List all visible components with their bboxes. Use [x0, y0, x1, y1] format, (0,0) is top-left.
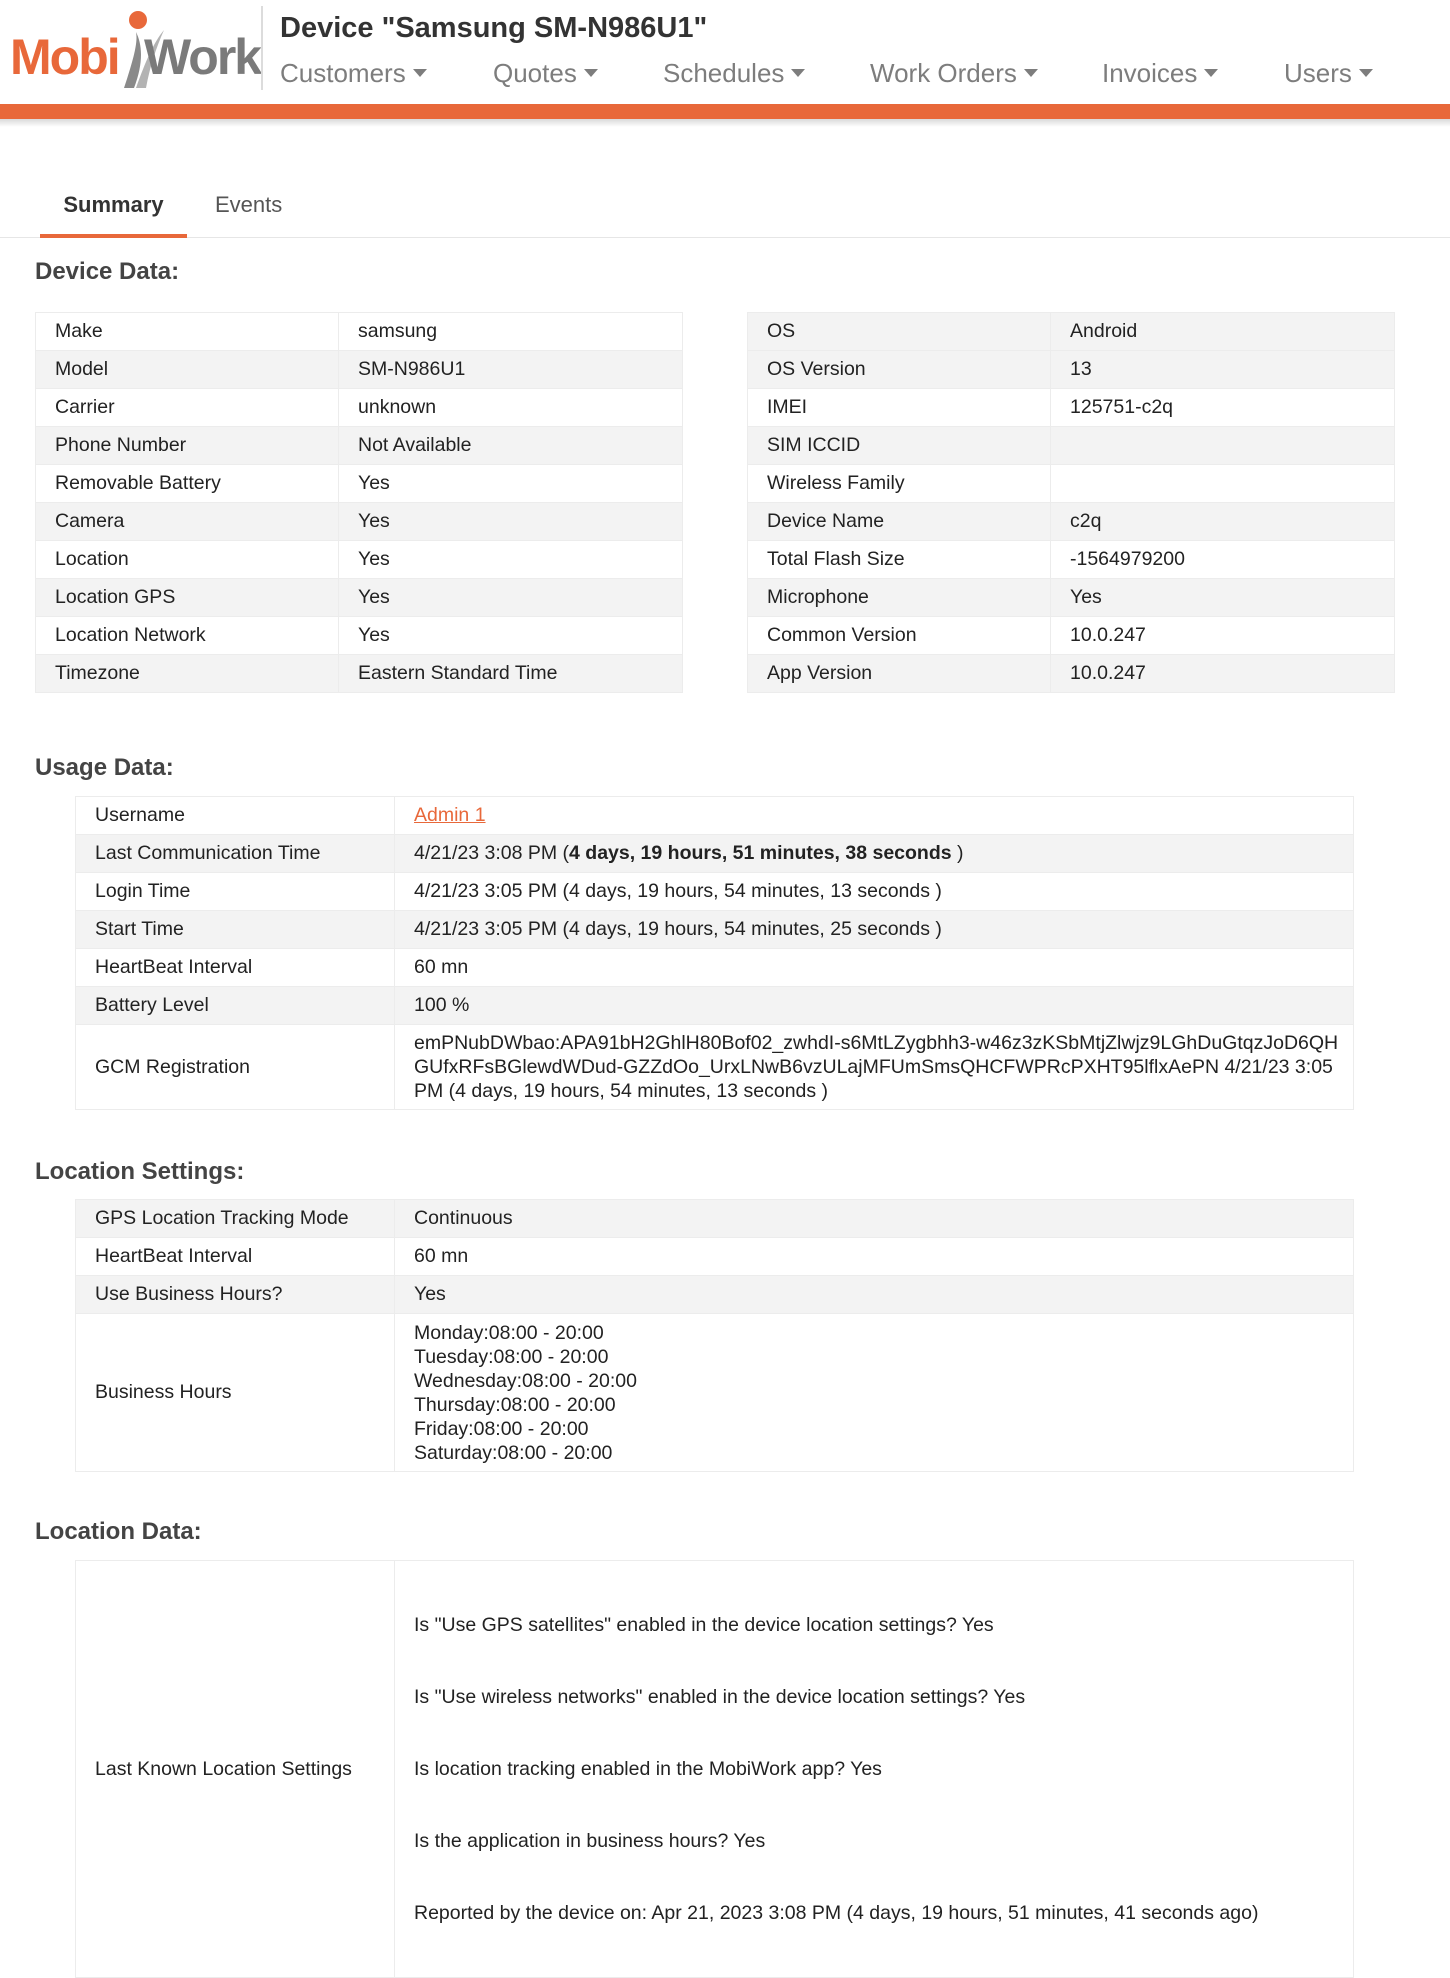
device-data-left-table	[35, 312, 683, 693]
table-row: Location GPS Yes	[36, 579, 683, 617]
table-row: Timezone Eastern Standard Time	[36, 655, 683, 693]
nav-quotes[interactable]: Quotes	[493, 58, 598, 89]
caret-down-icon	[1204, 69, 1218, 77]
location-data-heading: Location Data:	[35, 1518, 202, 1545]
header-shadow	[0, 119, 1450, 127]
table-row: Carrier unknown	[36, 389, 683, 427]
table-row: Use Business Hours? Yes	[76, 1276, 1354, 1314]
nav-work-orders[interactable]: Work Orders	[870, 58, 1038, 89]
device-data-heading: Device Data:	[35, 258, 180, 285]
table-row: Business Hours Monday:08:00 - 20:00 Tuesday:08:00 - 20:00 Wednesday:08:00 - 20:00 Thursday:08:00 - 20:00 Friday:08:00 - 20:00 Saturday:08:00 - 20:00	[76, 1314, 1354, 1472]
table-row: Make samsung	[36, 313, 683, 351]
table-row: Wireless Family	[748, 465, 1395, 503]
table-row: SIM ICCID	[748, 427, 1395, 465]
table-row: OS Version 13	[748, 351, 1395, 389]
table-row: Phone Number Not Available	[36, 427, 683, 465]
device-data-right-table	[747, 312, 1395, 693]
username-link[interactable]: Admin 1	[414, 804, 486, 826]
page-title: Device "Samsung SM-N986U1"	[280, 12, 708, 44]
header-divider	[261, 6, 263, 90]
table-row: Battery Level 100 %	[76, 987, 1354, 1025]
mobiwork-logo[interactable]	[8, 4, 261, 92]
table-row: Removable Battery Yes	[36, 465, 683, 503]
tab-bar	[0, 180, 1450, 238]
location-settings-table	[75, 1199, 1354, 1472]
tab-events[interactable]: Events	[215, 192, 283, 217]
table-row: OS Android	[748, 313, 1395, 351]
table-row: App Version 10.0.247	[748, 655, 1395, 693]
caret-down-icon	[1359, 69, 1373, 77]
table-row: Last Communication Time 4/21/23 3:08 PM (4 days, 19 hours, 51 minutes, 38 seconds )	[76, 835, 1354, 873]
table-row: Camera Yes	[36, 503, 683, 541]
table-row: Login Time 4/21/23 3:05 PM (4 days, 19 hours, 54 minutes, 13 seconds )	[76, 873, 1354, 911]
table-row: Device Name c2q	[748, 503, 1395, 541]
nav-schedules[interactable]: Schedules	[663, 58, 805, 89]
gcm-registration-value: emPNubDWbao:APA91bH2GhlH80Bof02_zwhdI-s6MtLZygbhh3-w46z3zKSbMtjZlwjz9LGhDuGtqzJoD6QHGUfxRFsBGlewdWDud-GZZdOo_UrxLNwB6vzULajMFUmSmsQHCFWPRcPXHT95lflxAePN 4/21/23 3:05 PM (4 days, 19 hours, 54 minutes, 13 seconds )	[395, 1025, 1354, 1110]
last-comm-elapsed: 4 days, 19 hours, 51 minutes, 38 seconds	[569, 842, 952, 864]
table-row: Total Flash Size -1564979200	[748, 541, 1395, 579]
last-known-location-list: Is "Use GPS satellites" enabled in the device location settings? Yes Is "Use wireless networks" enabled in the device location settings? Yes Is location tracking enabled in the MobiWork app? Yes Is the application in business hours? Yes Reported by the device on: Apr 21, 2023 3:08 PM (4 days, 19 hours, 51 minutes, 41 seconds ago)	[395, 1561, 1354, 1978]
table-row: HeartBeat Interval 60 mn	[76, 1238, 1354, 1276]
table-row: Start Time 4/21/23 3:05 PM (4 days, 19 hours, 54 minutes, 25 seconds )	[76, 911, 1354, 949]
table-row: Username Admin 1	[76, 797, 1354, 835]
table-row: Location Yes	[36, 541, 683, 579]
caret-down-icon	[584, 69, 598, 77]
location-settings-heading: Location Settings:	[35, 1158, 245, 1185]
table-row: GPS Location Tracking Mode Continuous	[76, 1200, 1354, 1238]
caret-down-icon	[791, 69, 805, 77]
table-row: Microphone Yes	[748, 579, 1395, 617]
header-accent-bar	[0, 104, 1450, 119]
table-row: GCM Registration emPNubDWbao:APA91bH2GhlH80Bof02_zwhdI-s6MtLZygbhh3-w46z3zKSbMtjZlwjz9LGhDuGtqzJoD6QHGUfxRFsBGlewdWDud-GZZdOo_UrxLNwB6vzULajMFUmSmsQHCFWPRcPXHT95lflxAePN 4/21/23 3:05 PM (4 days, 19 hours, 54 minutes, 13 seconds )	[76, 1025, 1354, 1110]
logo-mobi-text: Mobi	[10, 29, 119, 85]
table-row: Common Version 10.0.247	[748, 617, 1395, 655]
app-header	[0, 0, 1450, 104]
table-row: Last Known Location Settings Is "Use GPS satellites" enabled in the device location settings? Yes Is "Use wireless networks" enabled in the device location settings? Yes Is location tracking enabled in the MobiWork app? Yes Is the application in business hours? Yes Reported by the device on: Apr 21, 2023 3:08 PM (4 days, 19 hours, 51 minutes, 41 seconds ago)	[76, 1561, 1354, 1978]
tab-summary[interactable]: Summary	[40, 192, 187, 238]
caret-down-icon	[413, 69, 427, 77]
table-row: Location Network Yes	[36, 617, 683, 655]
nav-invoices[interactable]: Invoices	[1102, 58, 1218, 89]
caret-down-icon	[1024, 69, 1038, 77]
usage-data-heading: Usage Data:	[35, 754, 174, 781]
logo-work-text: Work	[144, 29, 261, 85]
usage-data-table	[75, 796, 1354, 1110]
location-data-table	[75, 1560, 1354, 1978]
nav-customers[interactable]: Customers	[280, 58, 427, 89]
nav-users[interactable]: Users	[1284, 58, 1373, 89]
business-hours-list: Monday:08:00 - 20:00 Tuesday:08:00 - 20:00 Wednesday:08:00 - 20:00 Thursday:08:00 - 20:00 Friday:08:00 - 20:00 Saturday:08:00 - 20:00	[395, 1314, 1354, 1472]
table-row: IMEI 125751-c2q	[748, 389, 1395, 427]
table-row: HeartBeat Interval 60 mn	[76, 949, 1354, 987]
table-row: Model SM-N986U1	[36, 351, 683, 389]
